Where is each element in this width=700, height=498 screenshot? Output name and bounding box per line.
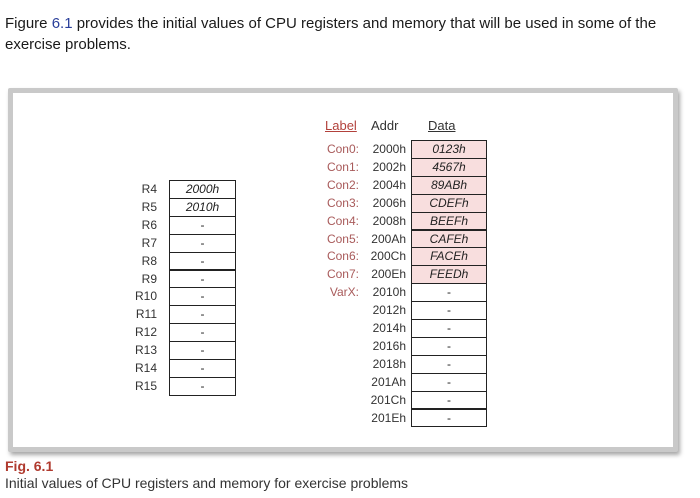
memory-address: 2014h bbox=[372, 321, 406, 335]
memory-address: 2010h bbox=[372, 285, 406, 300]
memory-label: Con6: bbox=[326, 249, 359, 264]
register-value-cell: 2000h bbox=[169, 180, 236, 199]
memory-label: Con4: bbox=[326, 213, 359, 228]
memory-data-cell: 4567h bbox=[411, 158, 487, 177]
memory-address: 2006h bbox=[372, 195, 406, 210]
register-value-cell: - bbox=[169, 323, 236, 342]
memory-data-cell: CAFEh bbox=[411, 230, 487, 249]
figure-caption-text: Initial values of CPU registers and memory for exercise problems bbox=[5, 475, 409, 491]
register-name: R14 bbox=[134, 361, 157, 375]
memory-label: Con7: bbox=[326, 267, 359, 282]
memory-address: 2016h bbox=[372, 338, 406, 353]
memory-address: 2008h bbox=[372, 213, 406, 228]
intro-text-before: Figure bbox=[5, 15, 52, 32]
memory-data-cell: - bbox=[411, 355, 487, 374]
memory-data-cell: 0123h bbox=[411, 140, 487, 159]
memory-data-cell: FEEDh bbox=[411, 265, 487, 284]
memory-data-cell: 89ABh bbox=[411, 176, 487, 195]
memory-address: 2012h bbox=[372, 303, 406, 318]
intro-paragraph bbox=[5, 13, 695, 55]
memory-address: 2000h bbox=[372, 142, 406, 156]
register-value-cell: - bbox=[169, 341, 236, 360]
register-name: R10 bbox=[134, 289, 157, 304]
register-value-cell: - bbox=[169, 305, 236, 324]
memory-data-cell: CDEFh bbox=[411, 194, 487, 213]
memory-label: Con0: bbox=[326, 142, 359, 156]
memory-data-cell: - bbox=[411, 283, 487, 302]
memory-label: Con3: bbox=[326, 195, 359, 210]
addr-column-header: Addr bbox=[371, 118, 399, 133]
memory-label: Con2: bbox=[326, 177, 359, 192]
memory-address: 200Eh bbox=[371, 267, 406, 282]
figure-frame bbox=[8, 88, 678, 452]
memory-data-cell: FACEh bbox=[411, 247, 487, 266]
label-column-header: Label bbox=[325, 118, 357, 133]
figure-reference-link[interactable]: 6.1 bbox=[51, 15, 73, 32]
memory-address: 2004h bbox=[372, 177, 406, 192]
register-value-cell: - bbox=[169, 234, 236, 253]
data-column-header: Data bbox=[428, 118, 456, 133]
figure-caption-title: Fig. 6.1 bbox=[5, 458, 54, 474]
memory-label: VarX: bbox=[329, 285, 359, 300]
memory-address: 200Ch bbox=[370, 249, 406, 264]
register-name: R7 bbox=[141, 235, 157, 250]
memory-data-cell: BEEFh bbox=[411, 212, 487, 231]
register-name: R8 bbox=[141, 253, 157, 268]
memory-data-cell: - bbox=[411, 391, 487, 410]
memory-address: 201Ch bbox=[370, 392, 406, 407]
register-name: R15 bbox=[134, 378, 157, 393]
register-name: R6 bbox=[141, 217, 157, 232]
register-value-cell: - bbox=[169, 216, 236, 235]
register-name: R11 bbox=[135, 307, 157, 322]
memory-data-cell: - bbox=[411, 319, 487, 338]
memory-address: 201Eh bbox=[371, 410, 406, 425]
register-value-cell: - bbox=[169, 359, 236, 378]
register-name: R5 bbox=[141, 199, 157, 214]
memory-label: Con5: bbox=[326, 231, 359, 246]
register-name: R9 bbox=[141, 271, 157, 286]
memory-data-cell: - bbox=[411, 301, 487, 320]
memory-data-cell: - bbox=[411, 409, 487, 428]
register-value-cell: - bbox=[169, 270, 236, 289]
memory-address: 201Ah bbox=[371, 374, 406, 389]
memory-address: 2002h bbox=[372, 159, 406, 174]
memory-address: 2018h bbox=[372, 356, 406, 371]
register-value-cell: - bbox=[169, 377, 236, 396]
memory-data-cell: - bbox=[411, 373, 487, 392]
memory-address: 200Ah bbox=[371, 231, 406, 246]
memory-label: Con1: bbox=[326, 159, 359, 174]
register-value-cell: 2010h bbox=[169, 198, 236, 217]
register-value-cell: - bbox=[169, 252, 236, 271]
register-name: R12 bbox=[134, 325, 157, 340]
register-name: R4 bbox=[141, 182, 157, 196]
register-name: R13 bbox=[134, 343, 157, 358]
register-value-cell: - bbox=[169, 287, 236, 306]
memory-data-cell: - bbox=[411, 337, 487, 356]
intro-text-after: provides the initial values of CPU registers and memory that will be used in some of the exercise problems. bbox=[5, 15, 657, 53]
